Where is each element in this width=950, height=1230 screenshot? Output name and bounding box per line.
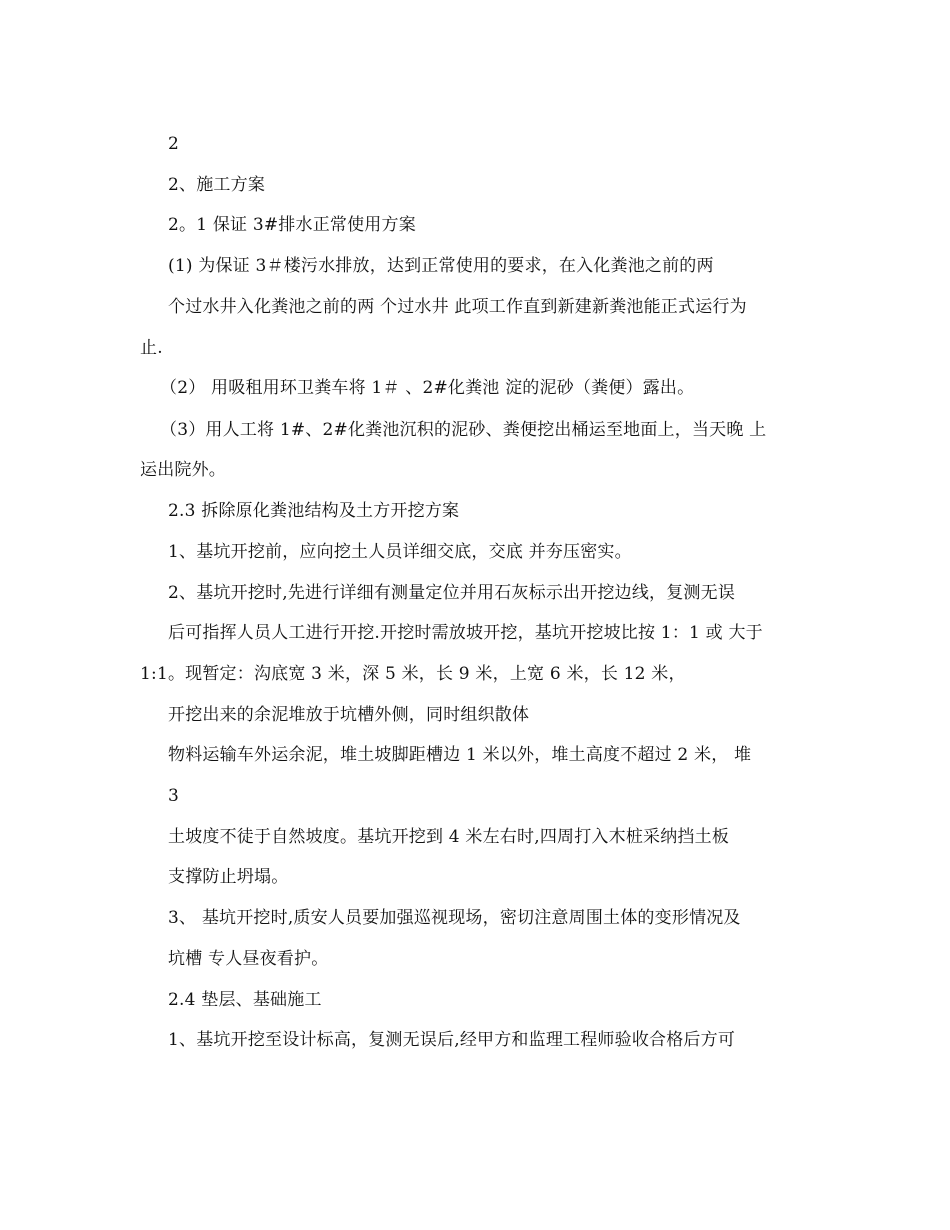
subsection-heading: 2。1 保证 3#排水正常使用方案 (168, 215, 416, 235)
paragraph-line: 后可指挥人员人工进行开挖.开挖时需放坡开挖，基坑开挖坡比按 1：1 或 大于 (168, 623, 763, 643)
paragraph-line: 个过水井入化粪池之前的两 个过水井 此项工作直到新建新粪池能正式运行为 (168, 297, 747, 317)
paragraph-line: （3）用人工将 1#、2#化粪池沉积的泥砂、粪便挖出桶运至地面上，当天晚 上 (160, 420, 767, 440)
paragraph-line: 坑槽 专人昼夜看护。 (168, 949, 329, 969)
section-heading: 2、施工方案 (168, 175, 266, 195)
paragraph-line: 2、基坑开挖时,先进行详细有测量定位并用石灰标示出开挖边线，复测无误 (168, 583, 736, 603)
paragraph-line: （2） 用吸租用环卫粪车将 1＃ 、2#化粪池 淀的泥砂（粪便）露出。 (160, 378, 695, 398)
paragraph-line: 止. (140, 338, 163, 358)
paragraph-line: 支撑防止坍塌。 (168, 867, 289, 887)
subsection-heading: 2.3 拆除原化粪池结构及土方开挖方案 (168, 501, 460, 521)
paragraph-line: (1) 为保证 3＃楼污水排放，达到正常使用的要求，在入化粪池之前的两 (168, 256, 714, 276)
paragraph-line: 运出院外。 (140, 460, 226, 480)
paragraph-line: 1:1。现暂定：沟底宽 3 米，深 5 米，长 9 米，上宽 6 米，长 12 米， (140, 664, 686, 684)
subsection-heading: 2.4 垫层、基础施工 (168, 990, 322, 1010)
paragraph-line: 开挖出来的余泥堆放于坑槽外侧，同时组织散体 (168, 705, 530, 725)
paragraph-line: 3、 基坑开挖时,质安人员要加强巡视现场，密切注意周围土体的变形情况及 (168, 908, 741, 928)
paragraph-line: 1、基坑开挖至设计标高，复测无误后,经甲方和监理工程师验收合格后方可 (168, 1030, 736, 1050)
paragraph-line: 1、基坑开挖前，应向挖土人员详细交底，交底 并夯压密实。 (168, 542, 632, 562)
page-number: 2 (168, 134, 180, 154)
paragraph-line: 土坡度不徒于自然坡度。基坑开挖到 4 米左右时,四周打入木桩采纳挡土板 (168, 827, 730, 847)
paragraph-line: 物料运输车外运余泥，堆土坡脚距槽边 1 米以外，堆土高度不超过 2 米， 堆 (168, 745, 752, 765)
page-number: 3 (168, 786, 180, 806)
